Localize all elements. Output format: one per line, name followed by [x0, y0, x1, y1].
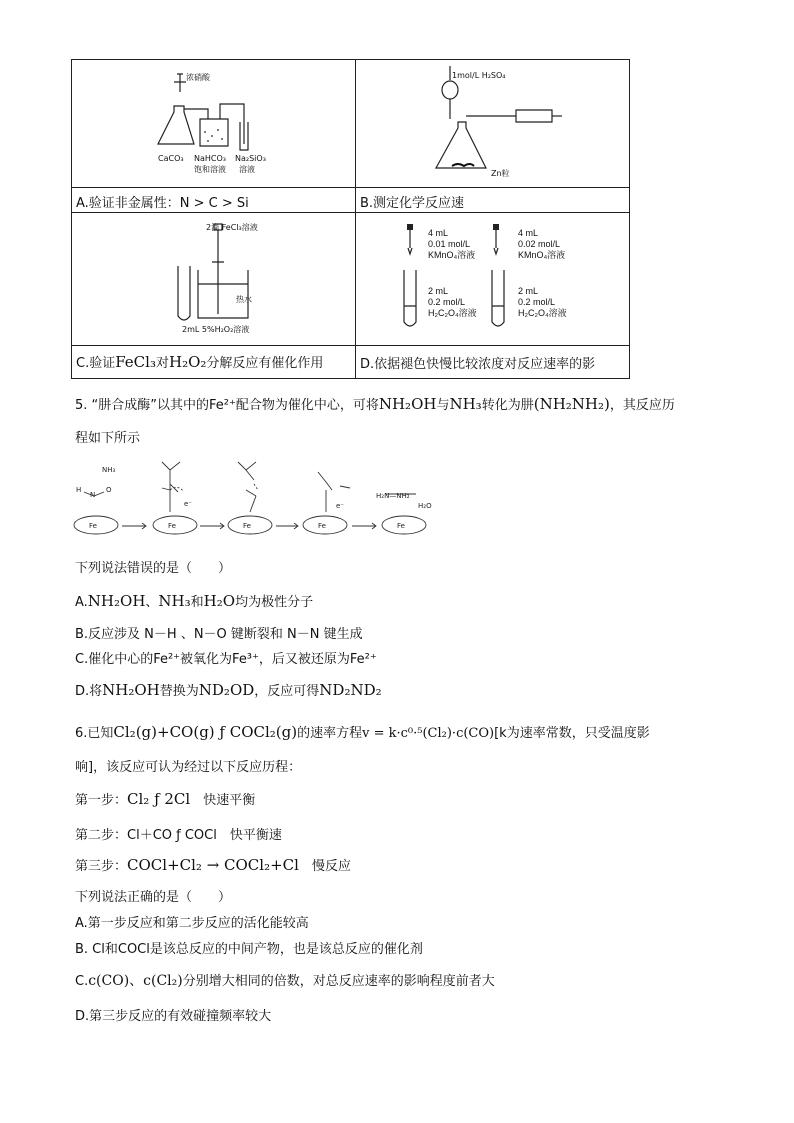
- q5-diagram-atom-h: H: [76, 486, 82, 494]
- q5-option-a-sep1: 、: [145, 595, 159, 610]
- q6-step3-equation: COCl+Cl₂ → COCl₂+Cl: [127, 856, 299, 874]
- table-divider-row2: [71, 212, 630, 213]
- q5-stem-prefix: 5. “肼合成酶”以其中的Fe²⁺配合物为催化中心，可将: [75, 398, 379, 413]
- q5-formula-nh3: NH₃: [449, 395, 482, 413]
- d-right-bottom-solution: H₂C₂O₄溶液: [518, 308, 567, 318]
- apparatus-b-diagram: [430, 64, 570, 182]
- q6-stem-line2: 响]，该反应可认为经过以下反应历程：: [75, 760, 302, 775]
- d-right-top-label: [518, 228, 565, 261]
- q6-option-c-formula: c(CO)、c(Cl₂): [88, 973, 183, 989]
- q5-option-d-nd2od: ND₂OD: [198, 681, 255, 699]
- c-bottom-label: 2mL 5%H₂O₂溶液: [182, 325, 250, 334]
- q5-option-d-nd2nd2: ND₂ND₂: [319, 681, 382, 699]
- q6-option-d[interactable]: D.第三步反应的有效碰撞频率较大: [75, 1009, 272, 1024]
- q5-option-d-mid: 替换为: [159, 684, 199, 699]
- q5-option-c[interactable]: C.催化中心的Fe²⁺被氧化为Fe³⁺，后又被还原为Fe²⁺: [75, 652, 377, 667]
- q6-step1: [75, 789, 255, 808]
- q5-diagram-fe-3: Fe: [243, 522, 251, 530]
- c-hot-water-label: 热水: [236, 295, 252, 304]
- d-right-top-concentration: 0.02 mol/L: [518, 239, 561, 249]
- q5-option-a-nh2oh: NH₂OH: [87, 592, 146, 610]
- q5-option-d-prefix: D.将: [75, 684, 103, 699]
- q6-stem-suffix: [k为速率常数，只受温度影: [494, 726, 650, 741]
- d-left-top-solution: KMnO₄溶液: [428, 250, 476, 260]
- d-left-top-concentration: 0.01 mol/L: [428, 239, 471, 249]
- q5-option-d[interactable]: [75, 680, 382, 699]
- caption-c-mid: 对: [155, 356, 169, 371]
- q5-diagram-nh3-label: NH₃: [102, 466, 116, 474]
- apparatus-c-diagram: [170, 218, 290, 336]
- q6-question: 下列说法正确的是（ ）: [75, 890, 232, 905]
- q6-stem-line1: [75, 722, 650, 741]
- table-divider-row1: [71, 187, 630, 188]
- q5-stem-hydrazine: 转化为肼: [481, 398, 534, 413]
- q5-option-a-text: 均为极性分子: [235, 595, 314, 610]
- d-left-bottom-volume: 2 mL: [428, 286, 449, 296]
- q6-option-c-text: 分别增大相同的倍数，对总反应速率的影响程度前者大: [182, 974, 495, 989]
- q5-option-a[interactable]: [75, 591, 313, 610]
- q5-diagram-hydrazine: H₂N—NH₂: [376, 492, 410, 500]
- q6-step3: [75, 855, 351, 874]
- q6-step2: 第二步：Cl＋CO ƒ COCl 快平衡速: [75, 828, 282, 843]
- d-right-bottom-volume: 2 mL: [518, 286, 539, 296]
- q5-option-a-letter: A.: [75, 595, 88, 610]
- q6-option-c-letter: C.: [75, 974, 89, 989]
- caption-b: B.测定化学反应速: [360, 196, 465, 211]
- d-left-top-volume: 4 mL: [428, 228, 449, 238]
- b-bottom-label: Zn粒: [491, 169, 510, 178]
- q5-diagram-electron-1: e⁻: [184, 500, 193, 508]
- d-left-bottom-solution: H₂C₂O₄溶液: [428, 308, 477, 318]
- q5-stem-and: 与: [436, 398, 450, 413]
- d-right-top-solution: KMnO₄溶液: [518, 250, 566, 260]
- q5-option-d-post: ，反应可得: [254, 684, 320, 699]
- q6-option-c[interactable]: [75, 970, 495, 990]
- table-divider-vertical: [355, 59, 356, 379]
- q5-diagram-electron-2: e⁻: [336, 502, 345, 510]
- q5-stem-line1: [75, 394, 675, 413]
- q5-diagram-fe-1: Fe: [89, 522, 97, 530]
- a-flask2-label-2: 饱和溶液: [194, 165, 226, 174]
- caption-c: [76, 352, 323, 371]
- q5-diagram-h2o: H₂O: [418, 502, 432, 510]
- q5-diagram-fe-5: Fe: [397, 522, 405, 530]
- caption-a: A.验证非金属性：N > C > Si: [76, 196, 249, 211]
- d-left-bottom-label: [428, 286, 477, 319]
- q5-stem-line2: 程如下所示: [75, 431, 141, 446]
- table-divider-row3: [71, 345, 630, 346]
- q6-stem-prefix: 6.已知: [75, 726, 114, 741]
- q6-step1-note: 快速平衡: [203, 793, 256, 808]
- q6-option-a[interactable]: A.第一步反应和第二步反应的活化能较高: [75, 916, 309, 931]
- q5-diagram-atom-o: O: [106, 486, 112, 494]
- q5-formula-nh2oh: NH₂OH: [378, 395, 437, 413]
- q5-stem-end: ，其反应历: [609, 398, 675, 413]
- q5-formula-n2h4: (NH₂NH₂): [533, 395, 610, 413]
- q6-step3-note: 慢反应: [311, 859, 351, 874]
- a-flask2-label-1: NaHCO₃: [194, 154, 226, 163]
- c-top-label: 2滴 FeCl₃溶液: [206, 223, 258, 232]
- q5-option-a-h2o: H₂O: [203, 592, 236, 610]
- q6-step1-equation: Cl₂ ƒ 2Cl: [127, 790, 191, 808]
- q5-option-a-nh3: NH₃: [158, 592, 191, 610]
- a-tube3-label-2: 溶液: [239, 165, 255, 174]
- q6-rate-equation: v = k·c⁰·⁵(Cl₂)·c(CO): [362, 726, 495, 741]
- a-top-label: 浓硝酸: [186, 73, 210, 82]
- d-left-bottom-concentration: 0.2 mol/L: [428, 297, 466, 307]
- q5-option-d-nh2oh: NH₂OH: [102, 681, 160, 699]
- d-right-bottom-label: [518, 286, 567, 319]
- d-right-bottom-concentration: 0.2 mol/L: [518, 297, 556, 307]
- q6-stem-rate-label: 的速率方程: [297, 726, 363, 741]
- b-top-label: 1mol/L H₂SO₄: [452, 71, 506, 80]
- q6-overall-equation: Cl₂(g)+CO(g) ƒ COCl₂(g): [113, 723, 298, 741]
- caption-c-formula-fecl3: FeCl₃: [115, 353, 156, 371]
- q5-question: 下列说法错误的是（ ）: [75, 561, 232, 576]
- a-tube3-label-1: Na₂SiO₃: [235, 154, 266, 163]
- q5-option-a-sep2: 和: [190, 595, 204, 610]
- d-right-top-volume: 4 mL: [518, 228, 539, 238]
- q5-diagram-fe-4: Fe: [318, 522, 326, 530]
- q6-step3-label: 第三步：: [75, 859, 128, 874]
- q5-diagram-atom-n: N: [90, 491, 96, 499]
- caption-d: D.依据褪色快慢比较浓度对反应速率的影: [360, 357, 596, 372]
- d-left-top-label: [428, 228, 475, 261]
- caption-c-prefix: C.验证: [76, 356, 116, 371]
- q5-mechanism-diagram: [70, 450, 470, 550]
- q6-option-b[interactable]: B. Cl和COCl是该总反应的中间产物，也是该总反应的催化剂: [75, 942, 423, 957]
- a-flask1-label: CaCO₃: [158, 154, 184, 163]
- caption-c-suffix: 分解反应有催化作用: [206, 356, 324, 371]
- caption-c-formula-h2o2: H₂O₂: [169, 353, 207, 371]
- q6-step1-label: 第一步：: [75, 793, 128, 808]
- q5-diagram-fe-2: Fe: [168, 522, 176, 530]
- q5-option-b[interactable]: B.反应涉及 N－H 、N－O 键断裂和 N－N 键生成: [75, 627, 363, 642]
